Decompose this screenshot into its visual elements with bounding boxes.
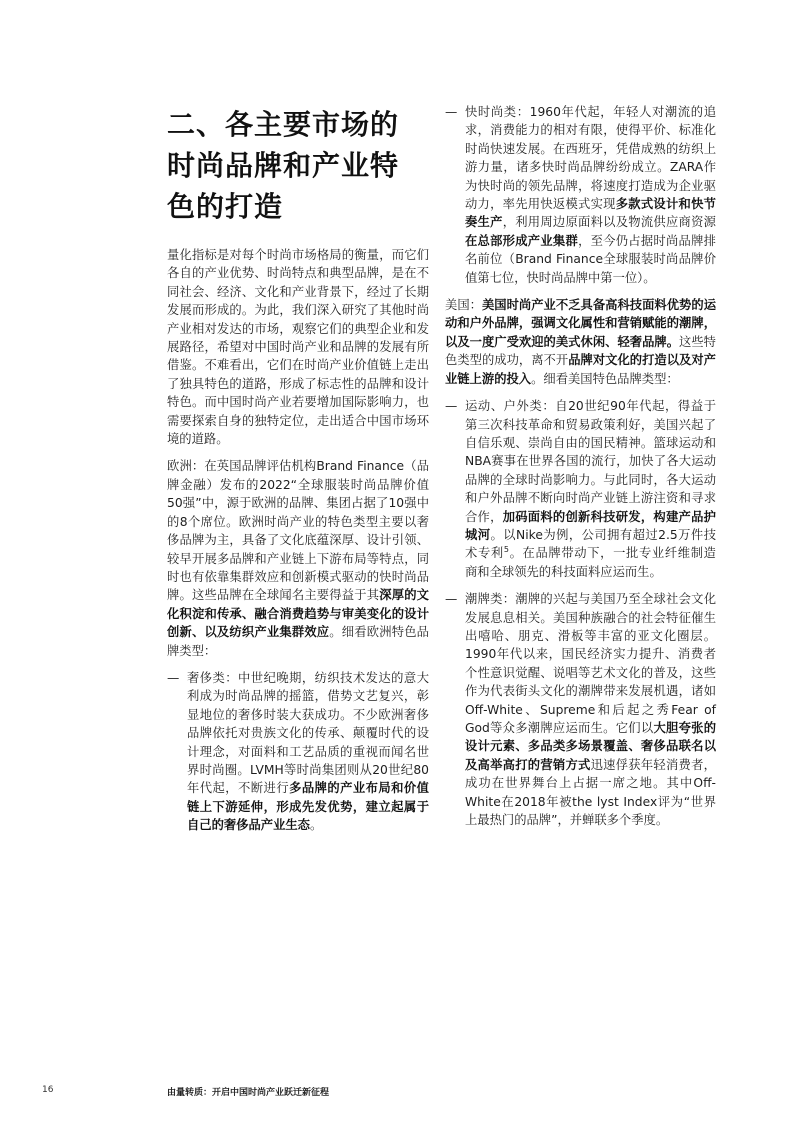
luxury-text: 奢侈类：中世纪晚期，纺织技术发达的意大利成为时尚品牌的摇篮，借势文艺复兴，彰显地位的奢侈时装大获成功。不少欧洲奢侈品牌依托对贵族文化的传承、颠覆时代的设计理念，对面料和工艺品质的重视而闻名世界时尚圈。LVMH等时尚集团则从20世纪80年代起，不断进行 [187, 670, 429, 796]
fast-highlight-2: 在总部形成产业集群 [465, 233, 579, 248]
europe-text: 欧洲：在英国品牌评估机构Brand Finance（品牌金融）发布的2022“全球服装时尚品牌价值50强”中，源于欧洲的品牌、集团占据了10强中的8个席位。欧洲时尚产业的特色类型主要以奢侈品牌为主，具备了文化底蕴深厚、设计引领、较早开展多品牌和产业链上下游布局等特点，同时也有依靠集群效应和创新模式驱动的快时尚品牌。这些品牌在全球闻名主要得益于其 [167, 459, 429, 603]
luxury-text-end: 。 [309, 818, 323, 833]
sport-text-end: 。在品牌带动下，一批专业纤维制造商和全球领先的科技面料应运而生。 [465, 546, 716, 579]
sport-highlight: 加码面料的创新科技研发，构建产品护城河 [465, 509, 716, 542]
list-item-luxury [167, 669, 429, 835]
footer-title: 由量转质：开启中国时尚产业跃迁新征程 [167, 1088, 330, 1098]
usa-text-end: 。细看美国特色品牌类型： [531, 371, 679, 386]
europe-highlight: 深厚的文化积淀和传承、融合消费趋势与审美变化的设计创新、以及纺织产业集群效应 [167, 588, 429, 640]
dash-bullet: — [167, 670, 180, 685]
fast-highlight: 多款式设计和快节奏生产 [465, 197, 716, 230]
list-item-sport-outdoor [445, 397, 716, 581]
list-item-fast-fashion [445, 103, 716, 287]
usa-paragraph [445, 296, 716, 388]
fast-text-end: ，至今仍占据时尚品牌排名前位（Brand Finance全球服装时尚品牌价值第七位，快时尚品牌中第一位）。 [465, 233, 716, 285]
europe-paragraph [167, 457, 429, 659]
sport-text: 运动、户外类：自20世纪90年代起，得益于第三次科技革命和贸易政策利好，美国兴起了自信乐观、崇尚自由的国民精神。篮球运动和NBA赛事在世界各国的流行，加快了各大运动品牌的全球时尚影响力。与此同时，各大运动和户外品牌不断向时尚产业链上游注资和寻求合作， [465, 399, 716, 524]
section-title: 二、各主要市场的时尚品牌和产业特色的打造 [167, 108, 400, 223]
street-text: 潮牌类：潮牌的兴起与美国乃至全球社会文化发展息息相关。美国种族融合的社会特征催生出嘻哈、朋克、滑板等丰富的亚文化圈层。1990年代以来，国民经济实力提升、消费者个性意识觉醒、说唱等艺术文化的普及，这些作为代表街头文化的潮牌带来发展机遇，诸如Off-White、Supreme和后起之秀Fear of God等众多潮牌应运而生。它们以 [465, 592, 716, 735]
usa-highlight-2: 品牌对文化的打造以及对产业链上游的投入 [445, 353, 716, 386]
sport-text-2: 。以Nike为例，公司拥有超过2.5万件技术专利 [465, 527, 716, 561]
dash-bullet: — [445, 105, 458, 119]
footnote-reference: 5 [503, 545, 509, 555]
luxury-highlight: 多品牌的产业布局和价值链上下游延伸，形成先发优势，建立起属于自己的奢侈品产业生态 [187, 781, 429, 833]
usa-text: 这些特色类型的成功，离不开 [445, 334, 716, 368]
dash-bullet: — [445, 399, 458, 414]
dash-bullet: — [445, 592, 458, 607]
street-text-end: 迅速俘获年轻消费者，成功在世界舞台上占据一席之地。其中Off-White在2018年被the lyst Index评为“世界上最热门的品牌”，并蝉联多个季度。 [465, 757, 716, 828]
intro-paragraph: 量化指标是对每个时尚市场格局的衡量，而它们各自的产业优势、时尚特点和典型品牌，是在不同社会、经济、文化和产业背景下，经过了长期发展而形成的。为此，我们深入研究了其他时尚产业相对发达的市场，观察它们的典型企业和发展路径，希望对中国时尚产业和品牌的发展有所借鉴。不难看出，它们在时尚产业价值链上走出了独具特色的道路，形成了标志性的品牌和设计特色。而中国时尚产业若要增加国际影响力，也需要探索自身的独特定位，走出适合中国市场环境的道路。 [167, 248, 429, 447]
list-item-streetwear [445, 590, 716, 829]
right-column [445, 103, 716, 838]
left-column [167, 246, 429, 844]
fast-text-2: ，利用周边原面料以及物流供应商资源 [502, 215, 716, 230]
europe-text-end: 。细看欧洲特色品牌类型： [167, 625, 429, 658]
street-highlight: 大胆夸张的设计元素、多品类多场景覆盖、奢侈品联名以及高举高打的营销方式 [465, 721, 716, 772]
page-number: 16 [42, 1085, 54, 1095]
fast-text: 快时尚类：1960年代起，年轻人对潮流的追求，消费能力的相对有限，使得平价、标准化时尚快速发展。在西班牙，凭借成熟的纺织上游力量，诸多快时尚品牌纷纷成立。ZARA作为快时尚的领先品牌，将速度打造成为企业驱动力，率先用快返模式实现 [465, 105, 716, 212]
usa-label: 美国： [445, 298, 482, 313]
usa-highlight: 美国时尚产业不乏具备高科技面料优势的运动和户外品牌，强调文化属性和营销赋能的潮牌，以及一度广受欢迎的美式休闲、轻奢品牌。 [445, 298, 716, 349]
